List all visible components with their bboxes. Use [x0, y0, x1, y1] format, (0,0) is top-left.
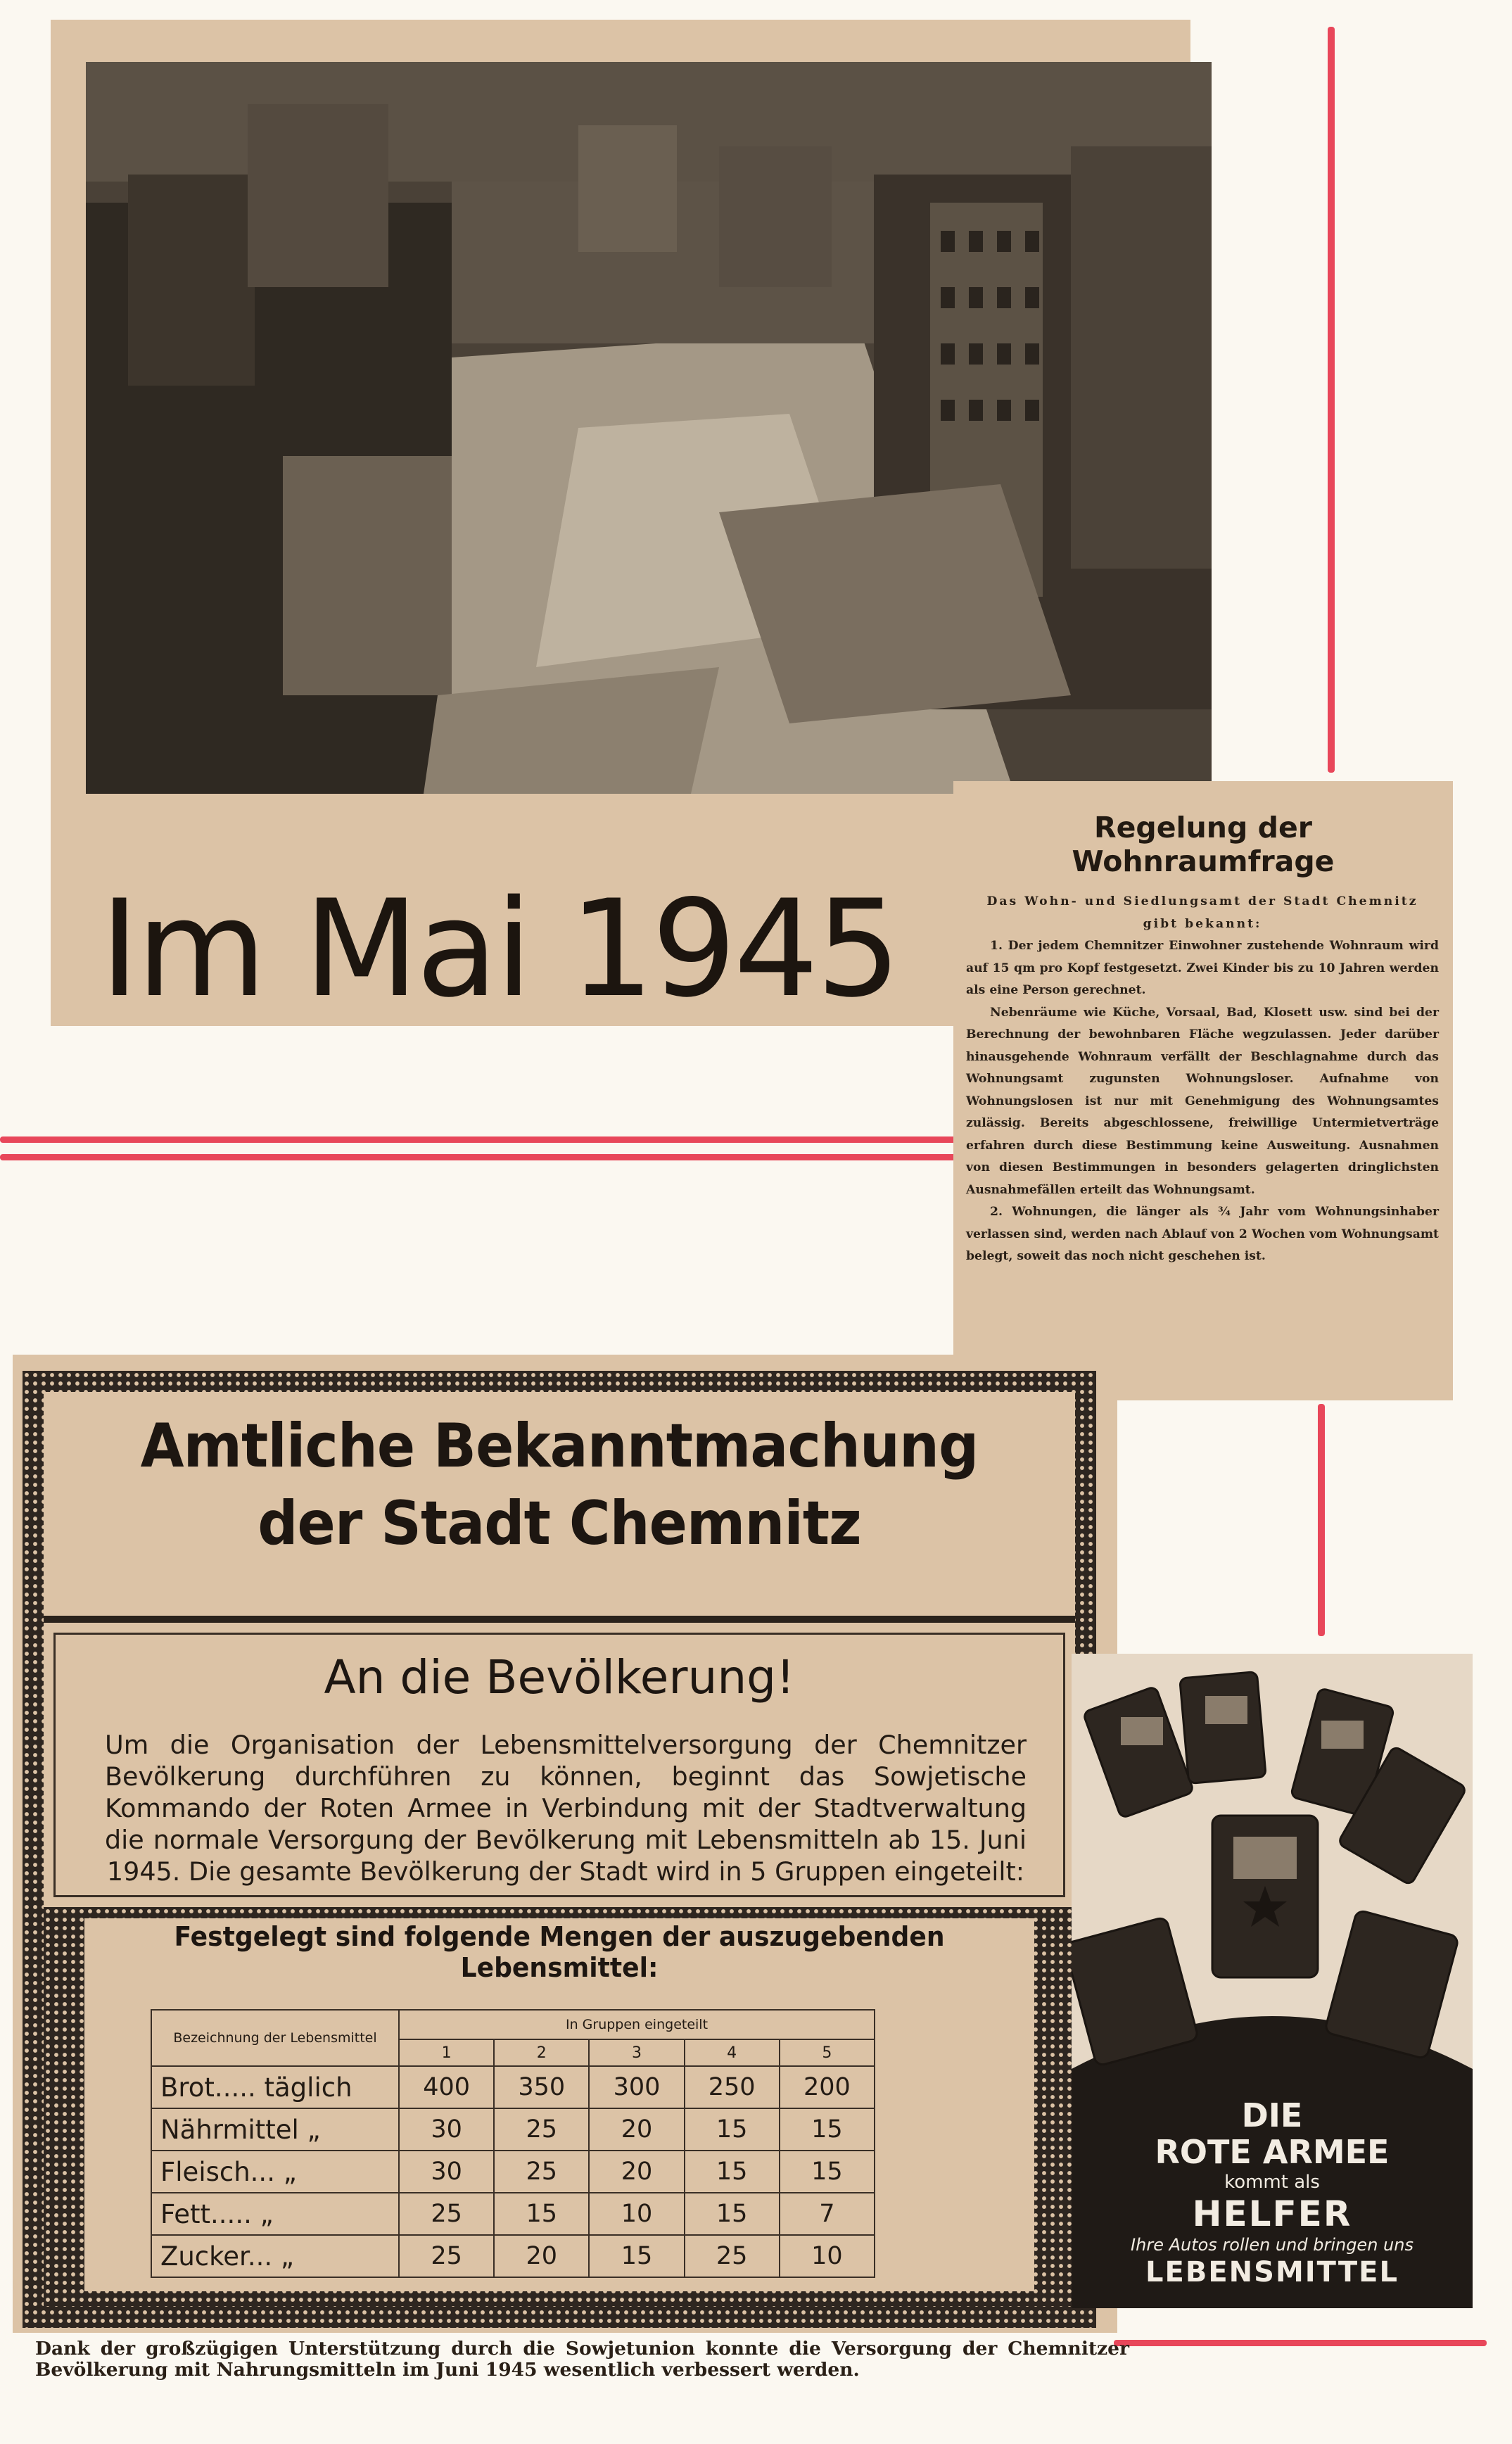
- cell: 20: [494, 2235, 589, 2277]
- cell: 200: [780, 2066, 875, 2108]
- group-number: 3: [589, 2039, 684, 2066]
- red-line-middle-right: [1318, 1404, 1325, 1636]
- cell: 15: [685, 2151, 780, 2193]
- cell: 350: [494, 2066, 589, 2108]
- headline: Im Mai 1945: [100, 871, 898, 1027]
- red-line-bottom-right: [1114, 2340, 1487, 2346]
- table-heading: Festgelegt sind folgende Mengen der auszugebenden Lebensmittel:: [174, 1921, 945, 1983]
- poster-text: [1072, 2097, 1473, 2288]
- bombed-city-photo: [86, 62, 1212, 794]
- notice-text-box: [44, 1623, 1075, 1907]
- group-number: 2: [494, 2039, 589, 2066]
- cell: 30: [399, 2108, 494, 2151]
- cell: 25: [685, 2235, 780, 2277]
- table-row: [151, 2235, 875, 2277]
- poster-line-2: ROTE ARMEE: [1155, 2133, 1390, 2171]
- footer-caption: Dank der großzügigen Unterstützung durch die Sowjetunion konnte die Versorgung der Chemnitzer Bevölkerung mit Nahrungsmitteln im Juni 1945 wesentlich verbessert werden.: [35, 2338, 1129, 2381]
- cell: 15: [780, 2108, 875, 2151]
- housing-article: [953, 781, 1453, 1400]
- notice-rule: [44, 1616, 1075, 1623]
- article-para-2: Nebenräume wie Küche, Vorsaal, Bad, Klosett usw. sind bei der Berechnung der bewohnbaren Fläche wegzulassen. Jeder darüber hinausgehende Wohnraum verfällt der Beschlagnahme durch das Wohnungsamt zugunsten Wohnungsloser. Aufnahme von Wohnungslosen ist nur mit Genehmigung des Wohnungsamtes zulässig. Bereits abgeschlossene, freiwillige Untermietverträge erfahren durch diese Bestimmung keine Ausweitung. Ausnahmen von diesen Bestimmungen in besonders gelagerten dringlichsten Ausnahmefällen erteilt das Wohnungsamt.: [966, 1005, 1439, 1197]
- row-label: Fett..... „: [151, 2193, 399, 2235]
- group-header: In Gruppen eingeteilt: [399, 2010, 875, 2039]
- cell: 7: [780, 2193, 875, 2235]
- red-army-poster: [1072, 1654, 1473, 2308]
- cell: 20: [589, 2151, 684, 2193]
- cell: 20: [589, 2108, 684, 2151]
- poster-line-5: Ihre Autos rollen und bringen uns: [1131, 2235, 1413, 2255]
- table-row: [151, 2108, 875, 2151]
- notice-intro: Um die Organisation der Lebensmittelversorgung der Chemnitzer Bevölkerung durchführen zu können, beginnt das Sowjetische Kommando der Roten Armee in Verbindung mit der Stadtverwaltung die normale Versorgung der Bevölkerung mit Lebensmitteln ab 15. Juni 1945. Die gesamte Bevölkerung der Stadt wird in 5 Gruppen eingeteilt:: [105, 1730, 1027, 1887]
- row-label: Nährmittel „: [151, 2108, 399, 2151]
- poster-line-4: HELFER: [1192, 2193, 1352, 2234]
- cell: 400: [399, 2066, 494, 2108]
- poster-line-6: LEBENSMITTEL: [1145, 2256, 1399, 2288]
- cell: 15: [494, 2193, 589, 2235]
- column-header-label: Bezeichnung der Lebensmittel: [151, 2010, 399, 2066]
- cell: 15: [780, 2151, 875, 2193]
- cell: 25: [494, 2151, 589, 2193]
- group-number: 4: [685, 2039, 780, 2066]
- notice-title-box: [44, 1392, 1075, 1619]
- notice-subheading: An die Bevölkerung!: [324, 1650, 795, 1704]
- row-label: Fleisch... „: [151, 2151, 399, 2193]
- table-row: [151, 2151, 875, 2193]
- notice-title-line1: Amtliche Bekanntmachung: [140, 1411, 979, 1481]
- article-title-line2: Wohnraumfrage: [1072, 844, 1335, 878]
- row-label: Zucker... „: [151, 2235, 399, 2277]
- cell: 25: [399, 2193, 494, 2235]
- cell: 300: [589, 2066, 684, 2108]
- row-label: Brot..... täglich: [151, 2066, 399, 2108]
- red-line-top-right: [1328, 27, 1335, 773]
- cell: 25: [399, 2235, 494, 2277]
- article-para-1: 1. Der jedem Chemnitzer Einwohner zustehende Wohnraum wird auf 15 qm pro Kopf festgesetzt. Zwei Kinder bis zu 10 Jahren werden als eine Person gerechnet.: [966, 939, 1439, 997]
- article-intro: Das Wohn- und Siedlungsamt der Stadt Chemnitz gibt bekannt:: [986, 894, 1418, 931]
- cell: 15: [685, 2193, 780, 2235]
- notice-title-line2: der Stadt Chemnitz: [258, 1488, 861, 1559]
- table-row: [151, 2193, 875, 2235]
- cell: 15: [685, 2108, 780, 2151]
- poster-line-3: kommt als: [1224, 2172, 1320, 2193]
- cell: 10: [589, 2193, 684, 2235]
- red-line-left-1: [0, 1136, 985, 1143]
- group-number: 5: [780, 2039, 875, 2066]
- article-para-3: 2. Wohnungen, die länger als ¾ Jahr vom Wohnungsinhaber verlassen sind, werden nach Ablauf von 2 Wochen vom Wohnungsamt belegt, soweit das noch nicht geschehen ist.: [966, 1205, 1439, 1263]
- cell: 10: [780, 2235, 875, 2277]
- cell: 30: [399, 2151, 494, 2193]
- red-line-left-2: [0, 1154, 985, 1160]
- table-row: [151, 2066, 875, 2108]
- group-number: 1: [399, 2039, 494, 2066]
- ration-table: [151, 2009, 875, 2278]
- article-title-line1: Regelung der: [1094, 811, 1312, 844]
- poster-line-1: DIE: [1241, 2096, 1303, 2134]
- cell: 15: [589, 2235, 684, 2277]
- cell: 25: [494, 2108, 589, 2151]
- cell: 250: [685, 2066, 780, 2108]
